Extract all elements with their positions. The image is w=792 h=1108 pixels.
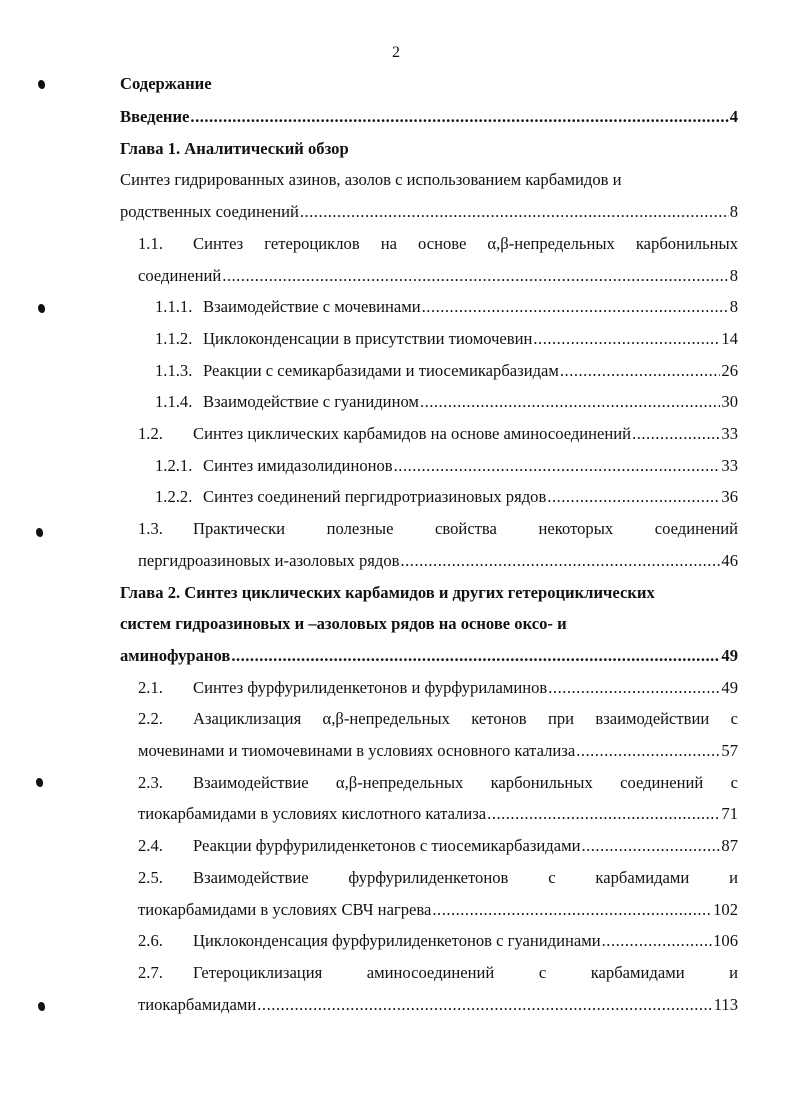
toc-line [138, 423, 738, 445]
toc-entry-title: Глава 2. Синтез циклических карбамидов и других гетероциклических [120, 582, 655, 602]
toc-line [138, 550, 738, 572]
toc-entry-number: 1.2. [138, 424, 163, 443]
toc-entry-number: 1.1.3. [155, 360, 193, 380]
dot-leader [548, 677, 720, 699]
toc-entry-title: Циклоконденсации в присутствии тиомочевин [203, 328, 533, 348]
toc-entry-title: Взаимодействие α,β-непредельных карбонильных соединений с [193, 772, 738, 792]
dot-leader [401, 550, 721, 572]
toc-line [138, 899, 738, 921]
toc-entry-number: 1.1. [138, 233, 163, 253]
page-number: 2 [392, 44, 400, 61]
toc-entry-title: Синтез фурфурилиденкетонов и фурфуриламинов [193, 677, 548, 697]
dot-leader [547, 486, 720, 508]
toc-entry-title: аминофуранов [120, 645, 231, 665]
toc-line [120, 138, 738, 160]
toc-entry-number: 1.1.1. [155, 297, 193, 317]
toc-line [155, 391, 738, 413]
toc-entry-page: 49 [721, 677, 738, 697]
scan-mark [38, 304, 45, 313]
toc-entry-page: 87 [721, 836, 738, 856]
toc-entry-number: 1.2.1. [155, 455, 193, 475]
toc-entry-page: 71 [721, 804, 738, 824]
scan-mark [36, 528, 43, 537]
toc-entry-page: 26 [721, 360, 738, 380]
toc-line [155, 328, 738, 350]
toc-entry-title: Глава 1. Аналитический обзор [120, 138, 349, 158]
toc-entry-number: 1.2.2. [155, 487, 193, 507]
toc-line [138, 835, 738, 857]
toc-entry-title: Взаимодействие с мочевинами [203, 297, 421, 317]
dot-leader [581, 835, 720, 857]
toc-line [138, 772, 738, 794]
toc-entry-page: 57 [721, 741, 738, 760]
toc-entry-number: 1.1.2. [155, 328, 193, 348]
toc-line [138, 518, 738, 540]
toc-line [120, 582, 738, 604]
dot-leader [432, 899, 712, 921]
toc-entry-title: систем гидроазиновых и –азоловых рядов на основе оксо- и [120, 614, 567, 634]
toc-line [120, 645, 738, 667]
toc-entry-number: 1.3. [138, 519, 163, 539]
toc-line [138, 803, 738, 825]
toc-entry-page: 33 [721, 424, 738, 443]
toc-entry-title: Реакции с семикарбазидами и тиосемикарбазидам [203, 360, 559, 380]
scan-mark [36, 778, 43, 787]
toc-entry-title: Реакции фурфурилиденкетонов с тиосемикарбазидами [193, 836, 581, 856]
toc-entry-page: 49 [721, 645, 738, 665]
toc-entry-title: Гетероциклизация аминосоединений с карбамидами и [193, 962, 738, 982]
toc-entry-title: тиокарбамидами в условиях кислотного катализа [138, 804, 487, 824]
toc-line [138, 962, 738, 984]
toc-line [155, 296, 738, 318]
toc-entry-title: тиокарбамидами [138, 994, 257, 1014]
dot-leader [222, 265, 728, 287]
toc-line [138, 930, 738, 952]
toc-entry-page: 36 [721, 487, 738, 507]
dot-leader [632, 423, 720, 445]
toc-entry-page: 8 [729, 297, 738, 317]
toc-entry-title: Синтез соединений пергидротриазиновых рядов [203, 487, 547, 507]
dot-leader [231, 645, 720, 667]
toc-entry-number: 2.2. [138, 709, 163, 729]
toc-entry-number: 2.1. [138, 677, 163, 697]
dot-leader [190, 106, 728, 128]
dot-leader [394, 455, 721, 477]
dot-leader [422, 296, 729, 318]
toc-line [138, 233, 738, 255]
dot-leader [560, 360, 721, 382]
toc-entry-title: пергидроазиновых и-азоловых рядов [138, 550, 400, 570]
toc-entry-title: Синтез гетероциклов на основе α,β-непредельных карбонильных [193, 233, 738, 253]
scan-mark [38, 80, 45, 89]
toc-line [138, 708, 738, 730]
toc-line [138, 740, 738, 762]
dot-leader [602, 930, 712, 952]
toc-entry-title: Синтез гидрированных азинов, азолов с использованием карбамидов и [120, 170, 622, 190]
toc-entry-page: 14 [721, 328, 738, 348]
toc-line [120, 169, 738, 191]
toc-entry-title: соединений [138, 265, 222, 285]
toc-line [120, 613, 738, 635]
toc-entry-title: Взаимодействие с гуанидином [203, 392, 419, 412]
toc-entry-number: 1.1.4. [155, 392, 193, 412]
dot-leader [533, 328, 720, 350]
toc-line [138, 867, 738, 889]
dot-leader [257, 994, 712, 1016]
toc-entry-page: 102 [713, 899, 738, 919]
toc-line [155, 486, 738, 508]
toc-entry-number: 2.5. [138, 867, 163, 887]
toc-entry-title: Взаимодействие фурфурилиденкетонов с карбамидами и [193, 867, 738, 887]
toc-entry-title: родственных соединений [120, 202, 299, 222]
toc-entry-page: 106 [713, 931, 738, 951]
dot-leader [576, 740, 720, 762]
toc-line [138, 265, 738, 287]
toc-entry-title: Синтез имидазолидинонов [203, 455, 393, 475]
toc-entry-title: Азациклизация α,β-непредельных кетонов при взаимодействии с [193, 709, 738, 729]
dot-leader [300, 201, 729, 223]
toc-entry-title: Введение [120, 107, 190, 126]
toc-entry-number: 2.4. [138, 836, 163, 856]
dot-leader [487, 803, 720, 825]
toc-entry-title: мочевинами и тиомочевинами в условиях основного катализа [138, 741, 576, 760]
toc-entry-number: 2.6. [138, 931, 163, 951]
toc-entry-page: 4 [729, 107, 738, 126]
toc-entry-page: 46 [721, 550, 738, 570]
toc-entry-title: Циклоконденсация фурфурилиденкетонов с гуанидинами [193, 931, 601, 951]
scan-mark [38, 1002, 45, 1011]
toc-line [138, 994, 738, 1016]
toc-line [155, 455, 738, 477]
toc-entry-page: 8 [729, 202, 738, 222]
toc-entry-page: 113 [713, 994, 738, 1014]
toc-entry-title: Синтез циклических карбамидов на основе аминосоединений [193, 424, 632, 443]
toc-line [120, 106, 738, 128]
toc-entry-page: 30 [721, 392, 738, 412]
toc-entry-page: 8 [729, 265, 738, 285]
toc-entry-title: Практически полезные свойства некоторых соединений [193, 519, 738, 539]
dot-leader [420, 391, 720, 413]
toc-heading: Содержание [120, 74, 212, 93]
toc-entry-number: 2.3. [138, 772, 163, 792]
toc-entry-title: тиокарбамидами в условиях СВЧ нагрева [138, 899, 432, 919]
toc-entry-number: 2.7. [138, 962, 163, 982]
toc-line [155, 360, 738, 382]
toc-line [138, 677, 738, 699]
toc-entry-page: 33 [721, 455, 738, 475]
toc-line [120, 201, 738, 223]
